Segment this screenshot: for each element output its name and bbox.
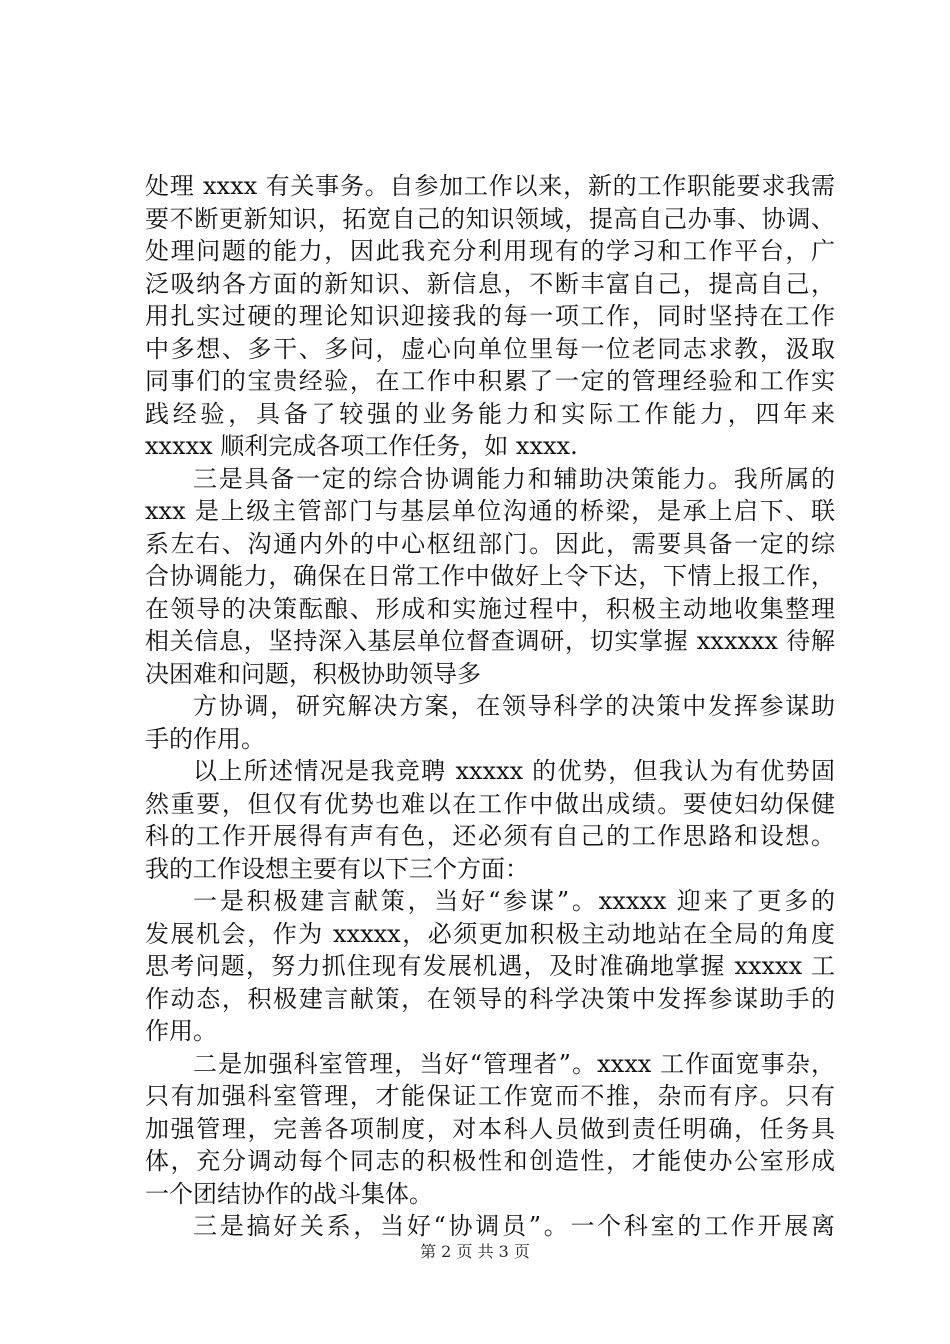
text-line: 科的工作开展得有声有色，还必须有自己的工作思路和设想。 <box>145 822 835 850</box>
text-line: 用扎实过硬的理论知识迎接我的每一项工作，同时坚持在工作 <box>145 302 835 330</box>
text-line: 处理 xxxx 有关事务。自参加工作以来，新的工作职能要求我需 <box>145 172 835 200</box>
text-line: 系左右、沟通内外的中心枢纽部门。因此，需要具备一定的综 <box>145 529 835 558</box>
text-line: 在领导的决策酝酿、形成和实施过程中，积极主动地收集整理 <box>145 594 835 623</box>
text-line: 处理问题的能力，因此我充分利用现有的学习和工作平台，广 <box>145 237 835 265</box>
page-number-label: 第 2 页 共 3 页 <box>420 1242 530 1261</box>
text-line: 三是搞好关系，当好“协调员”。一个科室的工作开展离 <box>193 1212 835 1240</box>
text-line: 二是加强科室管理，当好“管理者”。xxxx 工作面宽事杂， <box>193 1049 835 1078</box>
text-line: 践经验，具备了较强的业务能力和实际工作能力，四年来 <box>145 399 835 428</box>
text-line: 我的工作设想主要有以下三个方面： <box>145 854 529 883</box>
text-line: 思考问题，努力抓住现有发展机遇，及时准确地掌握 xxxxx 工 <box>145 952 835 980</box>
text-line: 中多想、多干、多问，虚心向单位里每一位老同志求教，汲取 <box>145 334 835 363</box>
text-line: 作动态，积极建言献策，在领导的科学决策中发挥参谋助手的 <box>145 984 835 1013</box>
text-line: 一是积极建言献策，当好“参谋”。xxxxx 迎来了更多的 <box>193 887 835 915</box>
document-body <box>145 170 835 1243</box>
page-footer <box>0 1239 950 1262</box>
text-line: 以上所述情况是我竞聘 xxxxx 的优势，但我认为有优势固 <box>193 757 835 785</box>
text-line: 同事们的宝贵经验，在工作中积累了一定的管理经验和工作实 <box>145 367 835 395</box>
text-line: 方协调，研究解决方案，在领导科学的决策中发挥参谋助 <box>193 692 835 720</box>
text-line: 加强管理，完善各项制度，对本科人员做到责任明确，任务具 <box>145 1114 835 1143</box>
text-line: 只有加强科室管理，才能保证工作宽而不推，杂而有序。只有 <box>145 1082 835 1110</box>
text-line: 一个团结协作的战斗集体。 <box>145 1179 433 1208</box>
text-line: 然重要，但仅有优势也难以在工作中做出成绩。要使妇幼保健 <box>145 789 835 818</box>
text-line: 决困难和问题，积极协助领导多 <box>145 659 481 688</box>
text-line: xxxxx 顺利完成各项工作任务，如 xxxx. <box>145 432 578 460</box>
text-line: 要不断更新知识，拓宽自己的知识领域，提高自己办事、协调、 <box>145 204 835 233</box>
text-line: 合协调能力，确保在日常工作中做好上令下达，下情上报工作， <box>145 562 835 590</box>
text-line: 手的作用。 <box>145 724 265 753</box>
text-line: 相关信息，坚持深入基层单位督查调研，切实掌握 xxxxxx 待解 <box>145 627 835 655</box>
text-line: 三是具备一定的综合协调能力和辅助决策能力。我所属的 <box>193 464 835 493</box>
text-line: xxx 是上级主管部门与基层单位沟通的桥梁，是承上启下、联 <box>145 497 835 525</box>
text-line: 体，充分调动每个同志的积极性和创造性，才能使办公室形成 <box>145 1147 835 1175</box>
text-line: 发展机会，作为 xxxxx，必须更加积极主动地站在全局的角度 <box>145 919 835 948</box>
text-line: 泛吸纳各方面的新知识、新信息，不断丰富自己，提高自己， <box>145 269 835 298</box>
text-line: 作用。 <box>145 1017 217 1045</box>
